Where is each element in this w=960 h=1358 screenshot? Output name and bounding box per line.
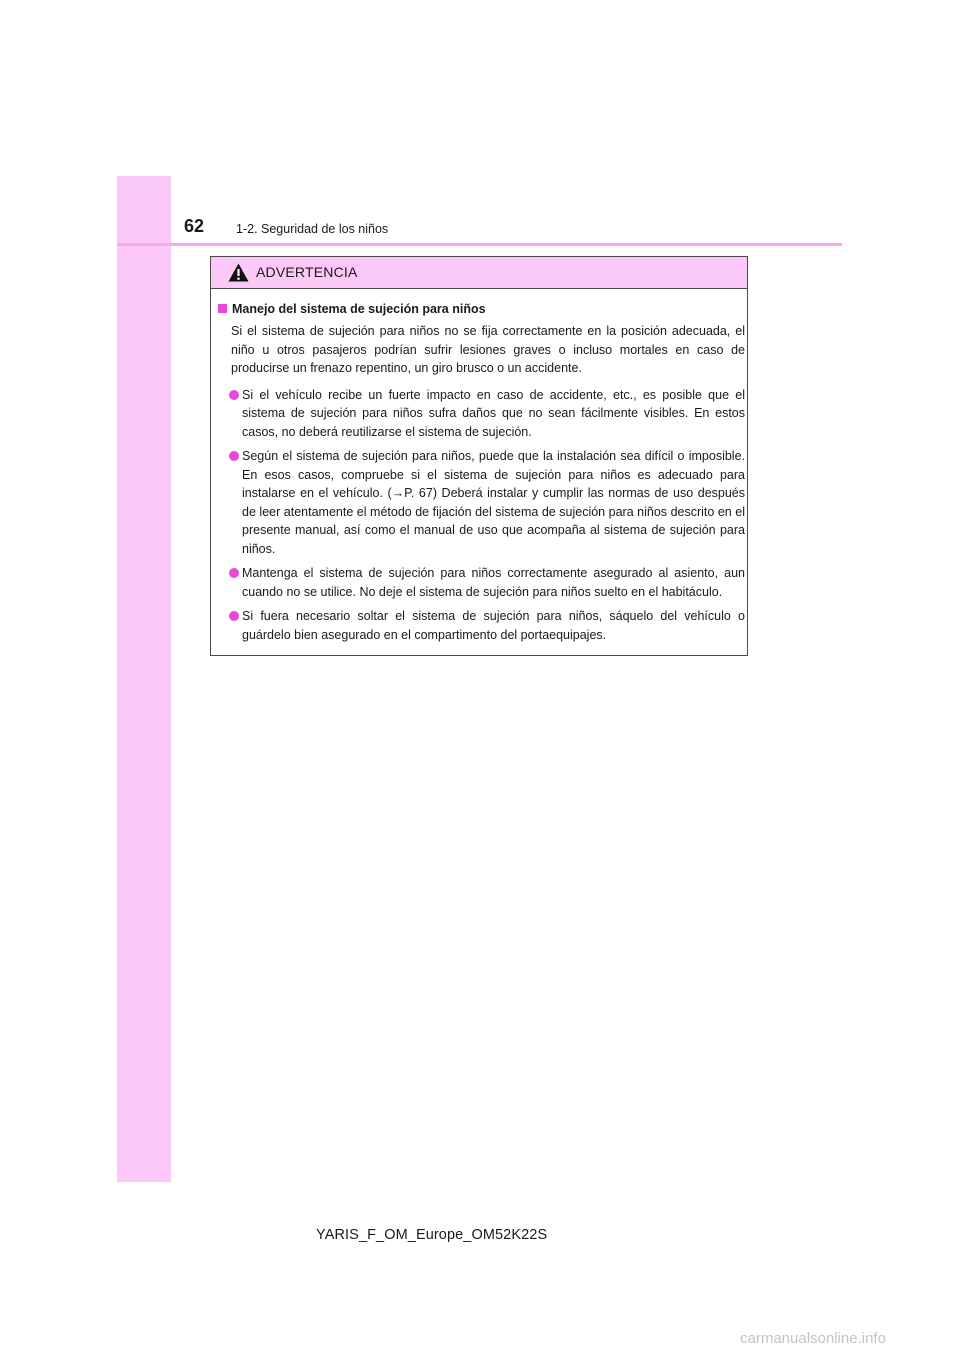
item-heading-text: Manejo del sistema de sujeción para niños [232, 302, 486, 316]
round-bullet-icon [229, 568, 239, 578]
bullet-item [218, 564, 745, 601]
warning-header [211, 257, 747, 289]
bullet-list [218, 386, 745, 645]
bullet-item [218, 607, 745, 644]
watermark-link[interactable]: carmanualsonline.info [740, 1330, 886, 1347]
warning-label: ADVERTENCIA [256, 264, 358, 280]
round-bullet-icon [229, 390, 239, 400]
page-number: 62 [184, 216, 205, 236]
side-color-bar [117, 176, 171, 1182]
bullet-item [218, 447, 745, 558]
square-bullet-icon [218, 304, 227, 313]
bullet-text: Si fuera necesario soltar el sistema de sujeción para niños, sáquelo del vehículo o guárdelo bien asegurado en el compartimento del portaequipajes. [242, 609, 745, 642]
document-code: YARIS_F_OM_Europe_OM52K22S [316, 1227, 548, 1243]
warning-box [210, 256, 748, 656]
bullet-item [218, 386, 745, 442]
header-rule [117, 243, 842, 246]
bullet-text: Si el vehículo recibe un fuerte impacto en caso de accidente, etc., es posible que el sistema de sujeción para niños sufra daños que no sean fácilmente visibles. En estos casos, no deberá reutilizarse el sistema de sujeción. [242, 387, 745, 439]
round-bullet-icon [229, 451, 239, 461]
bullet-text: Según el sistema de sujeción para niños, puede que la instalación sea difícil o imposible. En esos casos, compruebe si el sistema de sujeción para niños es adecuado para instalarse en el vehículo. (→P. 67) Deberá instalar y cumplir las normas de uso después de leer atentamente el método de fijación del sistema de sujeción para niños descrito en el presente manual, así como el manual de uso que acompaña al sistema de sujeción para niños. [242, 449, 745, 556]
bullet-text: Mantenga el sistema de sujeción para niños correctamente asegurado al asiento, aun cuando no se utilice. No deje el sistema de sujeción para niños suelto en el habitáculo. [242, 566, 745, 599]
round-bullet-icon [229, 611, 239, 621]
warning-body [218, 300, 745, 650]
item-heading [218, 300, 745, 318]
warning-triangle-icon [228, 263, 249, 282]
intro-paragraph: Si el sistema de sujeción para niños no se fija correctamente en la posición adecuada, el niño u otros pasajeros podrían sufrir lesiones graves o incluso mortales en caso de producirse un frenazo repentino, un giro brusco o un accidente. [231, 324, 745, 375]
section-title: 1-2. Seguridad de los niños [236, 222, 389, 236]
